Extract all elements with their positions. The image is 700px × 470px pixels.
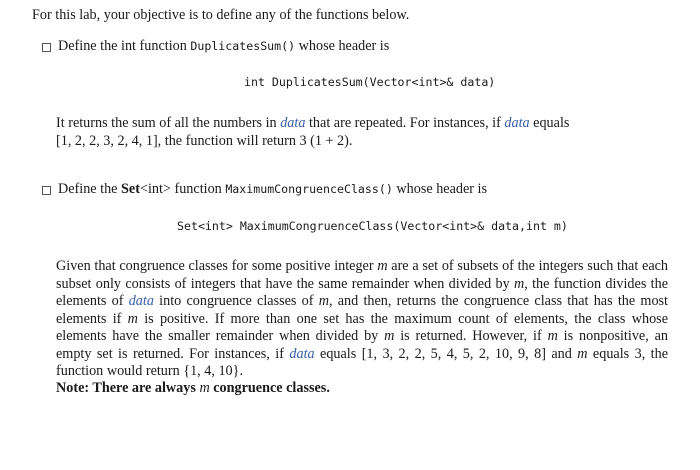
checkbox-icon[interactable]: [42, 43, 51, 52]
task2-description: Given that congruence classes for some positive integer m are a set of subsets of the integers such that each subset only consists of integers that have the same remainder when divided by m, the function divides the elements of data into congruence classes of m, and then, returns the congruence class that has the most elements if m is positive. If more than one set has the maximum count of elements, the class whose elements have the smaller remainder when divided by m is returned. However, if m is nonpositive, an empty set is returned. For instances, if data equals [1, 3, 2, 2, 5, 4, 5, 2, 10, 9, 8] and m equals 3, the function would return {1, 4, 10}.: [56, 258, 669, 379]
task1-header: Define the int function DuplicatesSum() whose header is: [42, 38, 682, 55]
return-type: Set: [121, 181, 140, 197]
task-maximum-congruence-class: [42, 181, 682, 198]
function-name: DuplicatesSum: [190, 39, 282, 53]
task1-signature: int DuplicatesSum(Vector<int>& data): [244, 75, 496, 89]
task1-description: It returns the sum of all the numbers in data that are repeated. For instances, if data equals [1, 2, 2, 3, 2, 4, 1], the function will return 3 (1 + 2).: [56, 115, 570, 149]
task2-signature: Set<int> MaximumCongruenceClass(Vector<int>& data,int m): [177, 219, 568, 233]
intro-text: For this lab, your objective is to define any of the functions below.: [32, 7, 410, 23]
note-text: Note: There are always m congruence classes.: [56, 380, 330, 396]
task2-header: Define the Set<int> function MaximumCongruenceClass() whose header is: [42, 181, 682, 198]
task-duplicates-sum: [42, 38, 682, 55]
function-name: MaximumCongruenceClass: [225, 182, 379, 196]
checkbox-icon[interactable]: [42, 186, 51, 195]
